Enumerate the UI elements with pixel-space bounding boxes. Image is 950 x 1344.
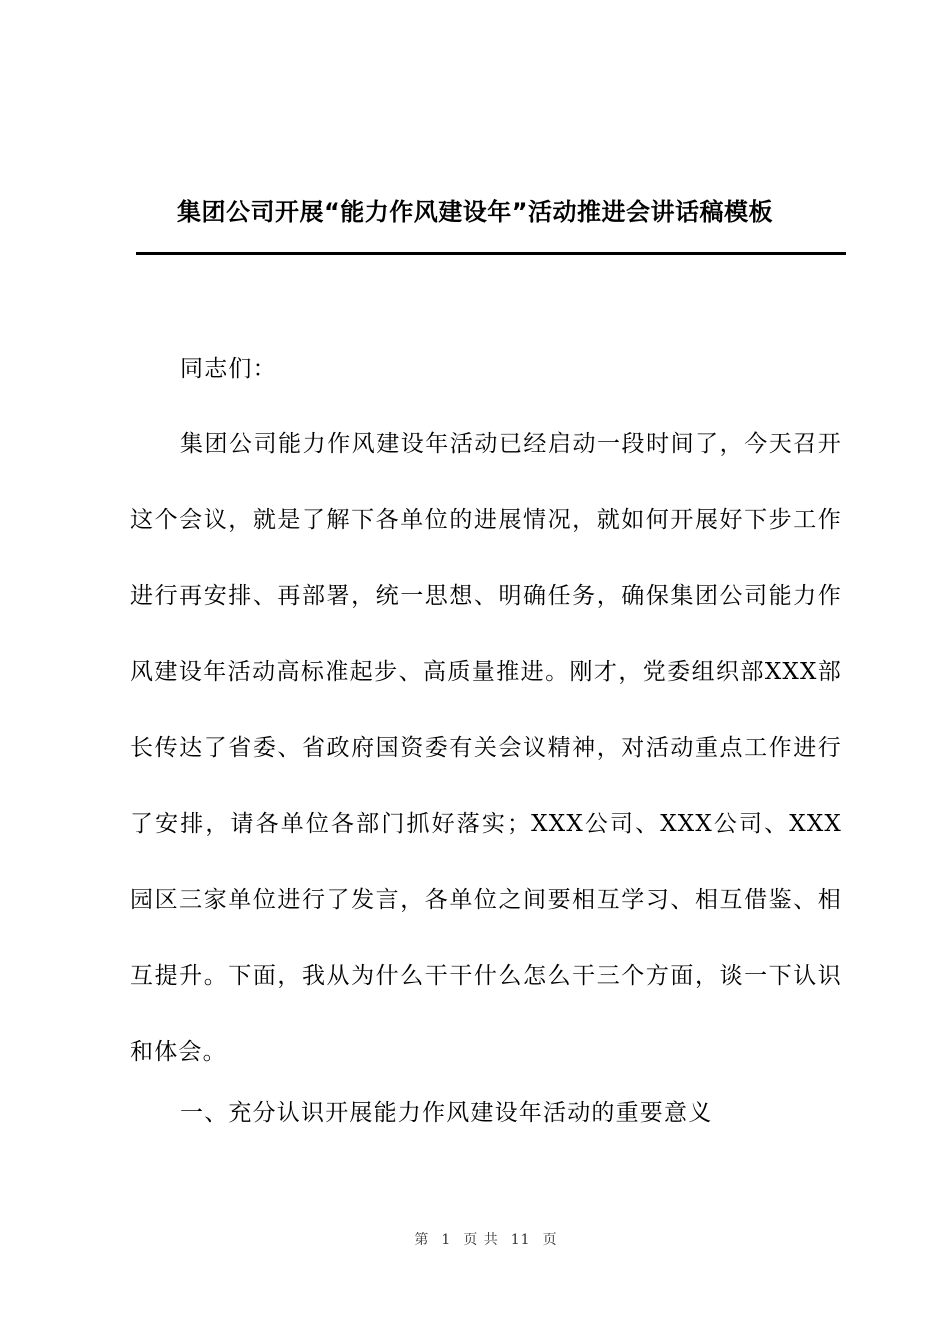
- title-underline: [136, 252, 846, 255]
- footer-page-number: 1: [441, 1232, 452, 1248]
- page-footer: [0, 1229, 950, 1249]
- body-paragraph: 集团公司能力作风建设年活动已经启动一段时间了，今天召开这个会议，就是了解下各单位的进展情况，就如何开展好下步工作进行再安排、再部署，统一思想、明确任务，确保集团公司能力作风建设年活动高标准起步、高质量推进。刚才，党委组织部XXX部长传达了省委、省政府国资委有关会议精神，对活动重点工作进行了安排，请各单位各部门抓好落实；XXX公司、XXX公司、XXX园区三家单位进行了发言，各单位之间要相互学习、相互借鉴、相互提升。下面，我从为什么干干什么怎么干三个方面，谈一下认识和体会。: [130, 431, 842, 1065]
- footer-page-prefix: 第: [414, 1232, 430, 1248]
- footer-page-middle: 页 共: [463, 1232, 499, 1248]
- footer-page-total: 11: [510, 1232, 531, 1248]
- salutation: 同志们：: [180, 356, 277, 382]
- section-heading: 一、充分认识开展能力作风建设年活动的重要意义: [180, 1100, 713, 1126]
- document-title: 集团公司开展“能力作风建设年”活动推进会讲话稿模板: [176, 198, 774, 226]
- footer-page-suffix: 页: [542, 1232, 558, 1248]
